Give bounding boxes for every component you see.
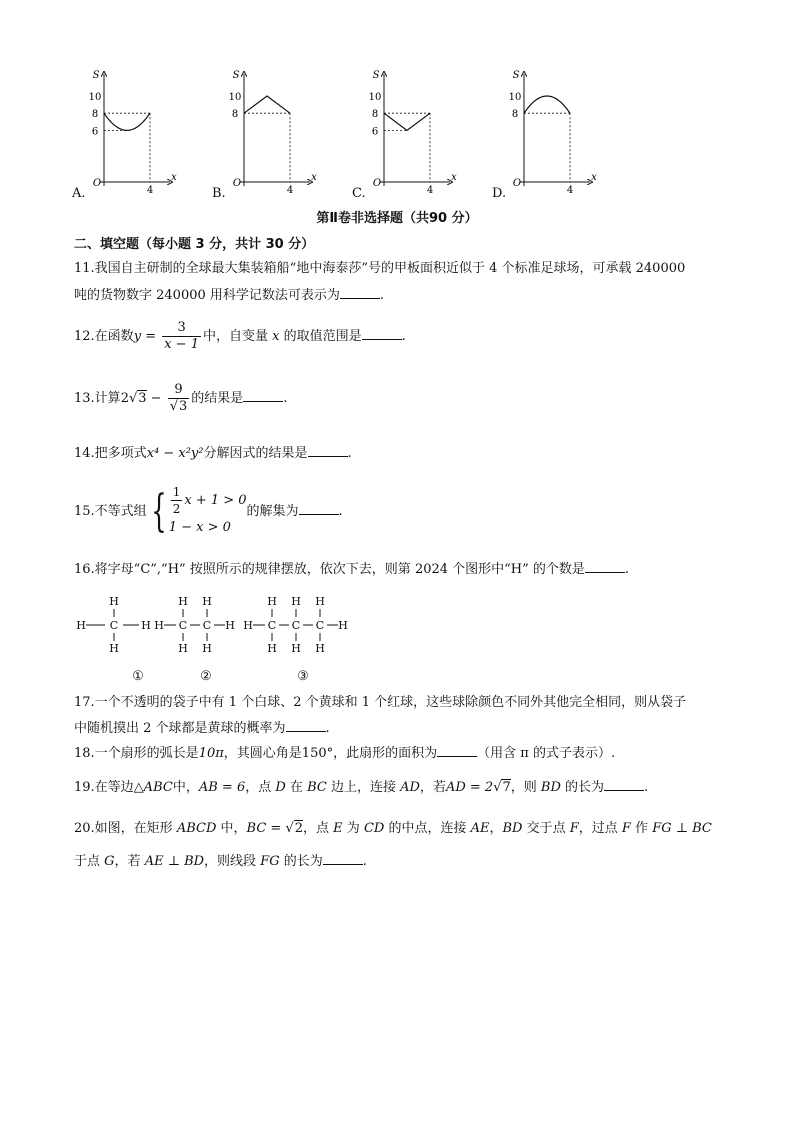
h-atom: H — [291, 642, 301, 655]
c-atom: C — [202, 619, 212, 632]
answer-blank-16 — [585, 560, 625, 573]
h-atom: H — [109, 642, 119, 655]
y-tick-label: 6 — [371, 126, 379, 138]
figure-label-3: ③ — [297, 669, 309, 684]
question-11-line1: 11.我国自主研制的全球最大集装箱船“地中海泰莎”号的甲板面积近似于 4 个标准足球场，可承载 240000 — [74, 261, 686, 276]
figure-label-2: ② — [200, 669, 212, 684]
origin-label: O — [92, 178, 102, 189]
graph-2 — [229, 70, 318, 196]
y-tick-label: 8 — [91, 109, 99, 121]
graph-curve — [524, 96, 570, 113]
y-tick-label: 10 — [368, 92, 382, 103]
question-19: 19.在等边△ABC中，AB = 6，点 D 在 BC 边上，连接 AD，若AD = 2√7，则 BD 的长为 . — [74, 780, 649, 795]
h-atom: H — [267, 642, 277, 655]
option-b-label: B. — [212, 186, 226, 201]
answer-blank-11 — [340, 286, 380, 299]
y-tick-label: 8 — [231, 109, 239, 121]
option-a-label: A. — [72, 186, 86, 201]
axis-label-s: S — [372, 70, 380, 81]
h-atom: H — [141, 619, 151, 632]
fraction: $\frac{9}{√3}$ — [169, 382, 188, 414]
h-atom: H — [315, 595, 325, 608]
graph-1 — [89, 70, 178, 196]
ch-pattern-figures — [70, 592, 370, 687]
axis-label-s: S — [232, 70, 240, 81]
axis-label-x: x — [451, 172, 457, 183]
h-atom: H — [338, 619, 348, 632]
graph-curve — [104, 113, 150, 130]
axis-label-x: x — [171, 172, 177, 183]
question-17-line1: 17.一个不透明的袋子中有 1 个白球、2 个黄球和 1 个红球，这些球除颜色不同外其他完全相同，则从袋子 — [74, 695, 687, 710]
h-atom: H — [225, 619, 235, 632]
answer-blank-18 — [437, 744, 477, 757]
origin-label: O — [372, 178, 382, 189]
h-atom: H — [76, 619, 86, 632]
answer-blank-12 — [362, 327, 402, 340]
question-20-line1: 20.如图，在矩形 ABCD 中，BC = √2，点 E 为 CD 的中点，连接 AE，BD 交于点 F，过点 F 作 FG ⊥ BC — [74, 821, 712, 836]
h-atom: H — [109, 595, 119, 608]
answer-blank-19 — [604, 778, 644, 791]
c-atom: C — [291, 619, 301, 632]
y-tick-label: 6 — [91, 126, 99, 138]
brace-icon: { — [150, 485, 167, 537]
x-tick-label: 4 — [566, 185, 574, 196]
h-atom: H — [243, 619, 253, 632]
h-atom: H — [178, 595, 188, 608]
origin-label: O — [232, 178, 242, 189]
part-2-title: 二、填空题（每小题 3 分，共计 30 分） — [74, 237, 315, 252]
axis-label-x: x — [311, 172, 317, 183]
answer-blank-20 — [323, 852, 363, 865]
graph-curve — [384, 113, 430, 130]
axis-label-s: S — [512, 70, 520, 81]
option-d-label: D. — [492, 186, 507, 201]
graph-options — [60, 62, 620, 202]
y-tick-label: 8 — [511, 109, 519, 121]
origin-label: O — [512, 178, 522, 189]
h-atom: H — [291, 595, 301, 608]
question-12: 12.在函数y = $\frac{3}{x - 1}$ 中，自变量 x 的取值范围是 . — [74, 320, 406, 352]
x-tick-label: 4 — [146, 185, 154, 196]
h-atom: H — [267, 595, 277, 608]
x-tick-label: 4 — [426, 185, 434, 196]
h-atom: H — [154, 619, 164, 632]
question-14: 14.把多项式x⁴ − x²y²分解因式的结果是 . — [74, 446, 352, 461]
h-atom: H — [315, 642, 325, 655]
h-atom: H — [202, 595, 212, 608]
graph-curve — [244, 96, 290, 113]
h-atom: H — [202, 642, 212, 655]
figure-label-1: ① — [132, 669, 144, 684]
question-11-line2: 吨的货物数字 240000 用科学记数法可表示为 . — [74, 288, 385, 303]
c-atom: C — [315, 619, 325, 632]
question-16: 16.将字母“C”,“H” 按照所示的规律摆放，依次下去，则第 2024 个图形中“H” 的个数是 . — [74, 562, 630, 577]
graph-4 — [509, 70, 598, 196]
answer-blank-14 — [308, 444, 348, 457]
h-atom: H — [178, 642, 188, 655]
answer-blank-15 — [299, 502, 339, 515]
y-tick-label: 10 — [88, 92, 102, 103]
question-17-line2: 中随机摸出 2 个球都是黄球的概率为 . — [74, 721, 330, 736]
graph-3 — [369, 70, 458, 196]
question-20-line2: 于点 G，若 AE ⊥ BD，则线段 FG 的长为 . — [74, 854, 367, 869]
c-atom: C — [178, 619, 188, 632]
answer-blank-13 — [243, 389, 283, 402]
question-13: 13.计算2√3 − $\frac{9}{√3}$ 的结果是 . — [74, 382, 288, 414]
question-18: 18.一个扇形的弧长是10π，其圆心角是150°，此扇形的面积为 （用含 π 的式子表示）. — [74, 746, 616, 761]
question-15: 15.不等式组{ $\frac{1}{2}$ x + 1 > 0 1 − x > 0 的解集为 . — [74, 485, 343, 537]
c-atom: C — [109, 619, 119, 632]
y-tick-label: 10 — [228, 92, 242, 103]
section-2-title: 第Ⅱ卷非选择题（共90 分） — [316, 211, 478, 226]
axis-label-s: S — [92, 70, 100, 81]
c-atom: C — [267, 619, 277, 632]
y-tick-label: 10 — [508, 92, 522, 103]
fraction: $\frac{3}{x - 1}$ — [164, 320, 199, 352]
x-tick-label: 4 — [286, 185, 294, 196]
option-c-label: C. — [352, 186, 366, 201]
y-tick-label: 8 — [371, 109, 379, 121]
answer-blank-17 — [286, 719, 326, 732]
axis-label-x: x — [591, 172, 597, 183]
